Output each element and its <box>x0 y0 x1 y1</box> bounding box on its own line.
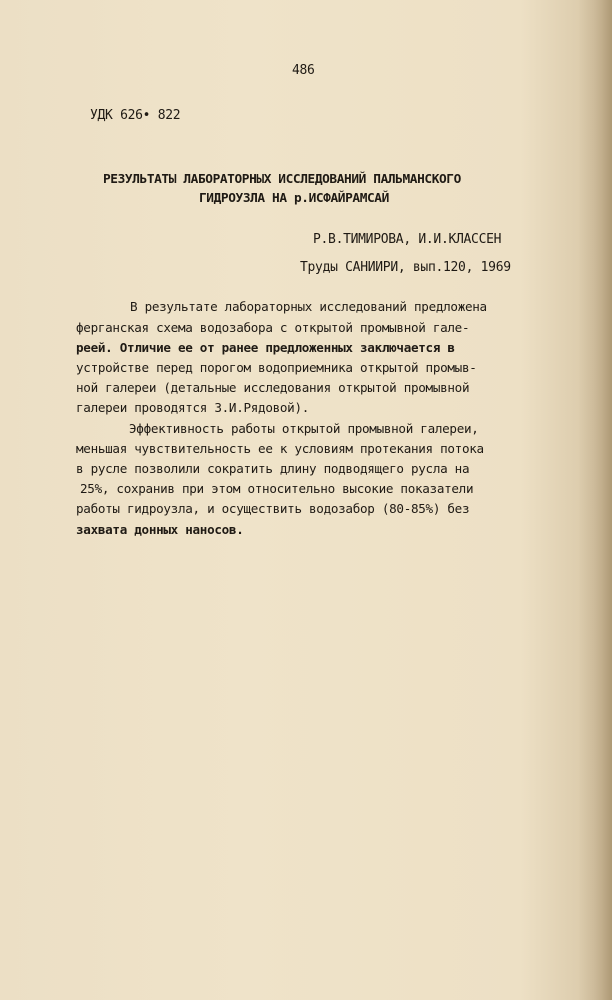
article-title-line-1: РЕЗУЛЬТАТЫ ЛАБОРАТОРНЫХ ИССЛЕДОВАНИЙ ПАЛЬМАНСКОГО <box>103 172 461 187</box>
body-line-12: захвата донных наносов. <box>76 522 244 537</box>
body-line-9: в русле позволили сократить длину подводящего русла на <box>76 461 470 476</box>
body-line-4: устройстве перед порогом водоприемника открытой промыв- <box>76 360 477 375</box>
article-title-line-2: ГИДРОУЗЛА НА р.ИСФАЙРАМСАЙ <box>199 191 389 206</box>
authors: Р.В.ТИМИРОВА, И.И.КЛАССЕН <box>313 232 502 247</box>
body-line-11: работы гидроузла, и осуществить водозабор (80-85%) без <box>76 501 470 516</box>
publication-source: Труды САНИИРИ, вып.120, 1969 <box>300 260 511 275</box>
page-edge-shadow <box>578 0 612 1000</box>
body-line-7: Эффективность работы открытой промывной галереи, <box>129 421 479 436</box>
body-line-3: реей. Отличие ее от ранее предложенных заключается в <box>76 340 455 355</box>
page-number: 486 <box>292 63 315 78</box>
body-line-6: галереи проводятся З.И.Рядовой). <box>76 400 310 415</box>
udc-code: УДК 626• 822 <box>90 108 181 123</box>
body-line-1: В результате лабораторных исследований предложена <box>130 299 487 314</box>
body-line-8: меньшая чувствительность ее к условиям протекания потока <box>76 441 484 456</box>
body-line-5: ной галереи (детальные исследования открытой промывной <box>76 380 470 395</box>
body-line-2: ферганская схема водозабора с открытой промывной гале- <box>76 320 470 335</box>
body-line-10: 25%, сохранив при этом относительно высокие показатели <box>80 481 474 496</box>
